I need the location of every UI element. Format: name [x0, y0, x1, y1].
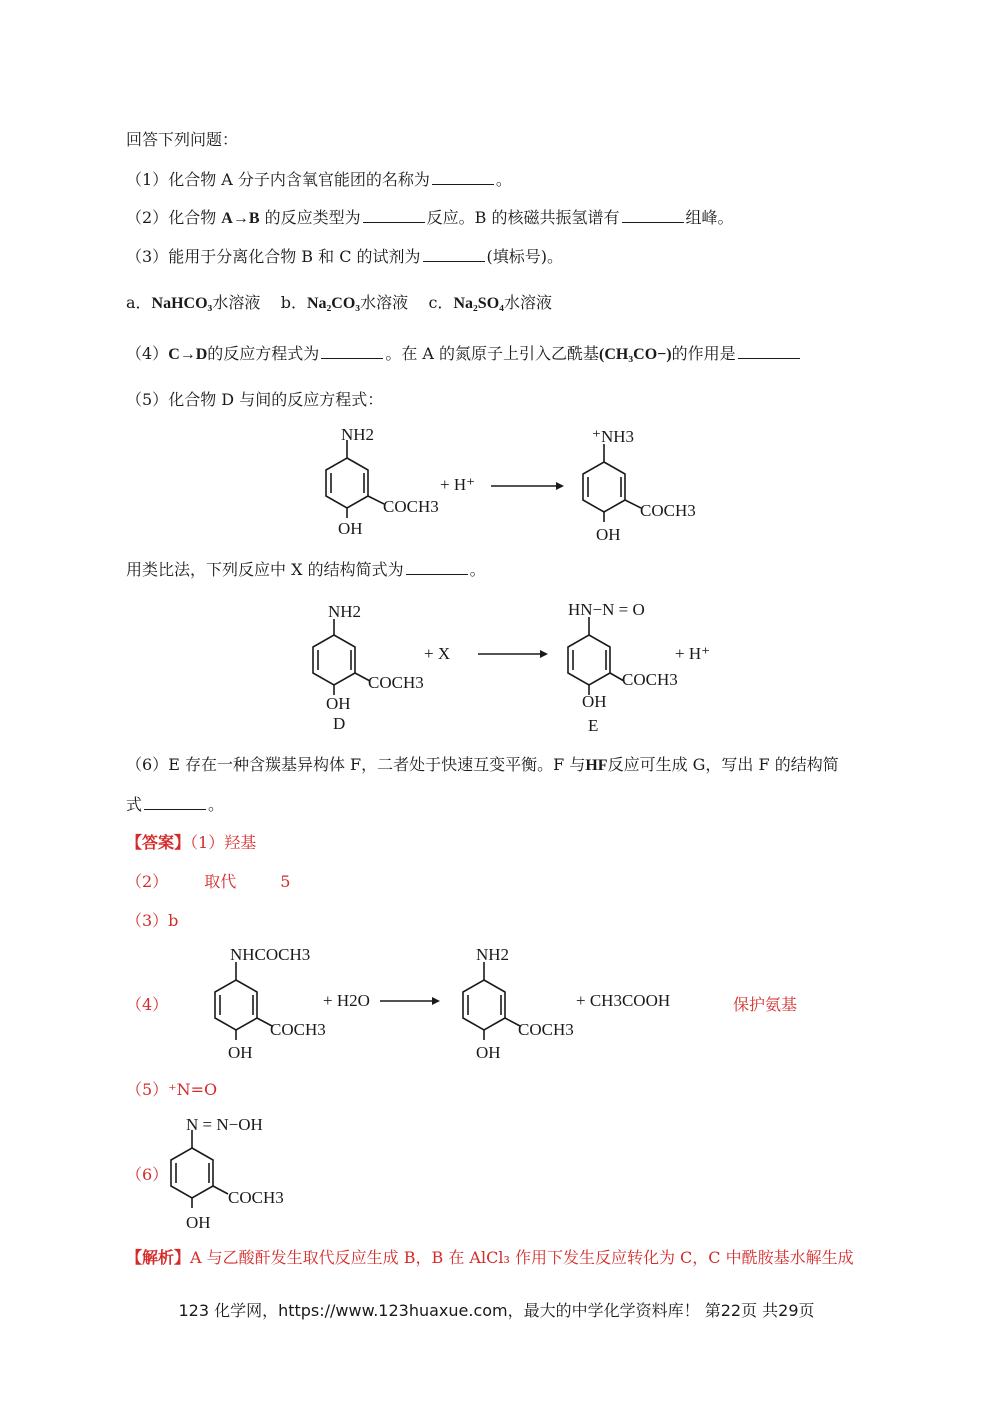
analysis-tag: 【解析】: [126, 1250, 191, 1267]
q3-text-b: (填标号)。: [486, 247, 564, 266]
analogy-question: [126, 560, 486, 580]
question-5: [126, 390, 383, 410]
q2-text-c: 反应。B 的核磁共振氢谱有: [426, 208, 620, 227]
q2-text-d: 组峰。: [685, 208, 734, 227]
a6-molecule: [171, 1130, 228, 1208]
a6-side-group: COCH3: [228, 1188, 284, 1207]
q6-text-c: 式: [126, 795, 143, 814]
reagent-plus: + H⁺: [440, 475, 476, 494]
question-1: [126, 170, 512, 190]
analysis: [126, 1248, 854, 1269]
answer-3: （3）b: [126, 911, 179, 930]
q6-end: 。: [208, 795, 225, 814]
e-top-group: HN−N = O: [568, 600, 645, 619]
reactant-top-group: NH2: [341, 425, 375, 444]
q6-text-a: E 存在一种含羰基异构体 F，二者处于快速互变平衡。F 与: [168, 755, 586, 774]
q1-end: 。: [495, 170, 512, 189]
answer-1-text: （1）羟基: [190, 833, 257, 852]
opt-c-formula: Na₂SO₄: [453, 295, 504, 312]
q4-text-c: 的作用是: [671, 344, 736, 363]
question-6: [126, 755, 839, 776]
a4-r-bottom: OH: [228, 1043, 253, 1062]
d-side-group: COCH3: [368, 673, 424, 692]
answer-6-structure: [0, 1108, 993, 1233]
question-3: [126, 247, 563, 267]
q3-text-a: 能用于分离化合物 B 和 C 的试剂为: [168, 247, 421, 266]
a4-r-top: NHCOCH3: [230, 945, 311, 964]
q2-blank-2: [622, 208, 684, 223]
q2-formula: A→B: [221, 210, 260, 227]
question-3-options: [126, 293, 552, 314]
q4-formula: C→D: [168, 346, 208, 363]
q6-blank: [144, 795, 206, 810]
answer-2-val2: 5: [280, 872, 291, 891]
q3-num: （3）: [126, 247, 169, 266]
q3-blank: [423, 247, 485, 262]
opt-a-label: a．: [126, 293, 152, 312]
analogy-end: 。: [469, 560, 486, 579]
compound-d-label: D: [333, 714, 346, 733]
q2-blank-1: [363, 208, 425, 223]
answer-4-scheme: [0, 940, 993, 1070]
reactant-molecule: [326, 440, 384, 518]
q4-text-a: 的反应方程式为: [207, 344, 320, 363]
opt-c-label: c．: [428, 293, 454, 312]
compound-e-label: E: [588, 716, 599, 735]
a4-plus-acetic-acid: + CH3COOH: [576, 991, 671, 1010]
product-side-group: COCH3: [640, 501, 696, 520]
opt-b-formula: Na₂CO₃: [306, 295, 361, 312]
q4-num: （4）: [126, 344, 169, 363]
e-side-group: COCH3: [622, 670, 678, 689]
e-bottom-group: OH: [582, 692, 607, 711]
answer-2-num: （2）: [126, 872, 169, 891]
opt-a-formula: NaHCO₃: [151, 295, 213, 312]
reactant-side-group: COCH3: [383, 497, 439, 516]
a4-plus-water: + H2O: [323, 991, 370, 1010]
analogy-blank: [406, 560, 468, 575]
a6-top-group: N = N−OH: [186, 1115, 263, 1134]
answer-5: （5）⁺N=O: [126, 1080, 218, 1099]
reaction-arrow: [491, 482, 564, 490]
q5-num: （5）: [126, 390, 169, 409]
opt-c-tail: 水溶液: [503, 293, 552, 312]
product-top-group: ⁺NH3: [592, 427, 635, 446]
q6-num: （6）: [126, 755, 169, 774]
section-header: 回答下列问题：: [126, 130, 239, 149]
product-molecule: [583, 444, 641, 522]
q4-blank-1: [321, 344, 383, 359]
page-footer: 123 化学网，https://www.123huaxue.com，最大的中学化学资料库！ 第22页 共29页: [178, 1301, 815, 1320]
q1-text: 化合物 A 分子内含氧官能团的名称为: [168, 170, 430, 189]
question-4: [126, 344, 802, 365]
byproduct-h: + H⁺: [675, 644, 711, 663]
product-bottom-group: OH: [596, 525, 621, 544]
reactant-d-molecule: [313, 619, 370, 695]
q2-text-b: 的反应类型为: [264, 208, 361, 227]
q4-blank-2: [738, 344, 800, 359]
reaction-scheme-2: [0, 595, 993, 745]
answer-4-note: 保护氨基: [733, 995, 798, 1014]
answer-2-val1: 取代: [204, 872, 237, 891]
q4-group: (CH₃CO−): [599, 346, 672, 363]
a6-bottom-group: OH: [186, 1213, 211, 1232]
a4-reactant-molecule: [215, 962, 272, 1040]
a4-product-molecule: [463, 962, 520, 1040]
question-6-cont: [126, 795, 224, 815]
q2-text-a: 化合物: [168, 208, 217, 227]
d-top-group: NH2: [328, 602, 362, 621]
answer-tag: 【答案】: [126, 835, 191, 852]
reagent-x: + X: [424, 644, 451, 663]
a4-p-side: COCH3: [518, 1020, 574, 1039]
a4-r-side: COCH3: [270, 1020, 326, 1039]
answer-1: [126, 833, 256, 854]
q2-num: （2）: [126, 208, 169, 227]
answer-4-num: （4）: [126, 995, 169, 1014]
question-2: [126, 208, 734, 229]
q6-text-b: 反应可生成 G，写出 F 的结构简: [607, 755, 839, 774]
analogy-text: 用类比法，下列反应中 X 的结构简式为: [126, 560, 404, 579]
product-e-molecule: [568, 617, 624, 695]
q1-num: （1）: [126, 170, 169, 189]
opt-b-label: b．: [280, 293, 307, 312]
q5-text: 化合物 D 与间的反应方程式：: [168, 390, 384, 409]
opt-b-tail: 水溶液: [360, 293, 409, 312]
q4-text-b: 。在 A 的氮原子上引入乙酰基: [385, 344, 600, 363]
a4-p-bottom: OH: [476, 1043, 501, 1062]
q1-blank: [432, 170, 494, 185]
a4-arrow: [380, 997, 440, 1005]
answer-2: [126, 872, 290, 892]
answer-6-num: （6）: [126, 1165, 169, 1184]
reaction-arrow-2: [478, 650, 548, 658]
d-bottom-group: OH: [326, 694, 351, 713]
opt-a-tail: 水溶液: [212, 293, 261, 312]
q6-hf: HF: [585, 757, 608, 774]
reaction-scheme-1: [0, 420, 993, 580]
a4-p-top: NH2: [476, 945, 510, 964]
analysis-text: A 与乙酸酐发生取代反应生成 B，B 在 AlCl₃ 作用下发生反应转化为 C，C 中酰胺基水解生成: [190, 1248, 854, 1267]
reactant-bottom-group: OH: [338, 519, 363, 538]
